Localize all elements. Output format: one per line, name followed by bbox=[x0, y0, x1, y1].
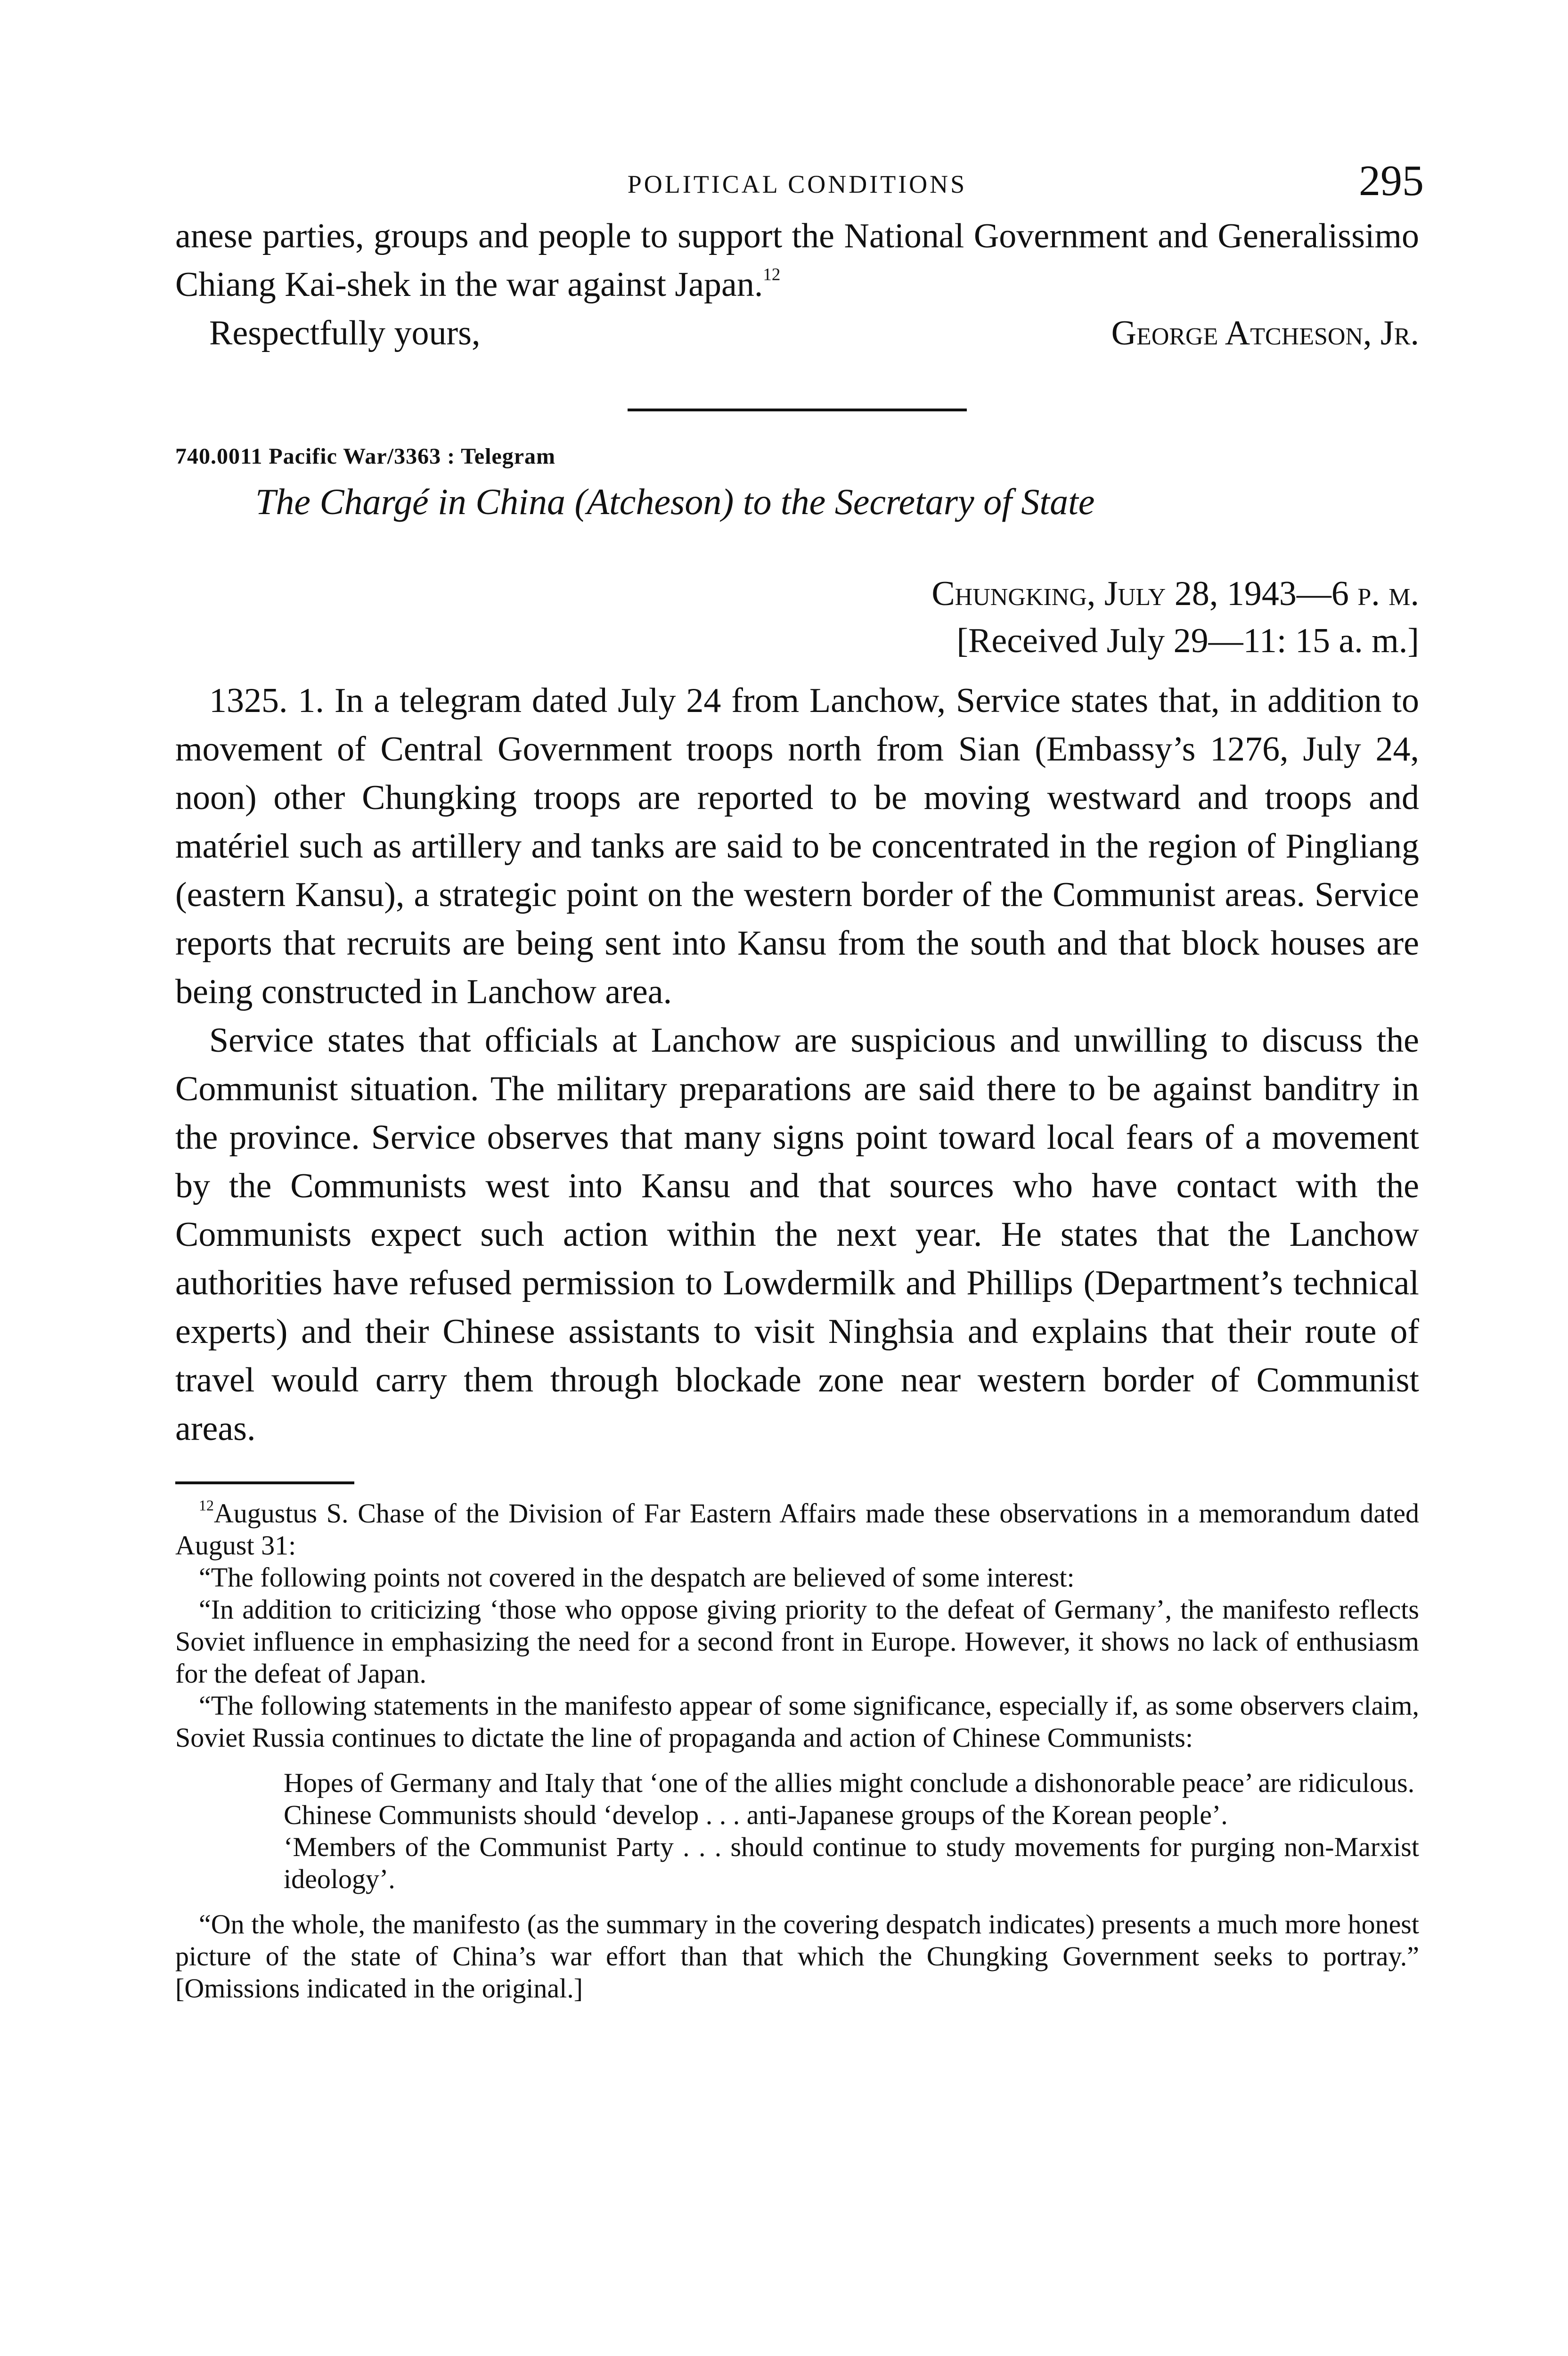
continued-paragraph bbox=[175, 212, 1419, 309]
telegram-paragraph: Service states that officials at Lanchow are suspicious and unwilling to discuss the Communist situation. The military preparations are said there to be against banditry in the province. Service observes that many signs point toward local fears of a movement by the Communists west into Kansu and that sources who have contact with the Communists expect such action within the next year. He states that the Lanchow authorities have refused permission to Lowdermilk and Phillips (Department’s technical experts) and their Chinese assistants to visit Ninghsia and explains that their route of travel would carry them through blockade zone near western border of Communist areas. bbox=[175, 1021, 1419, 1448]
telegram-body bbox=[175, 677, 1419, 1453]
document-page bbox=[175, 155, 1424, 2004]
footnotes bbox=[175, 1497, 1419, 2004]
file-reference: 740.0011 Pacific War/3363 : Telegram bbox=[175, 444, 556, 469]
footnote-number: 12 bbox=[199, 1497, 214, 1514]
running-header bbox=[175, 155, 1424, 212]
running-title: POLITICAL CONDITIONS bbox=[627, 170, 967, 198]
footnote-intro-text: Augustus S. Chase of the Division of Far Eastern Affairs made these observations in a memorandum dated August 31: bbox=[175, 1498, 1419, 1561]
footnote-quote: ‘Members of the Communist Party . . . should continue to study movements for purging non-Marxist ideology’. bbox=[284, 1832, 1419, 1894]
section-divider bbox=[628, 409, 967, 411]
received-note: [Received July 29—11: 15 a. m.] bbox=[956, 622, 1419, 660]
footnote-paragraph: “The following statements in the manifesto appear of some significance, especially if, as some observers claim, Soviet Russia continues to dictate the line of propaganda and action of Chinese Communists: bbox=[175, 1690, 1419, 1753]
letter-closing bbox=[175, 309, 1419, 358]
dateline bbox=[175, 570, 1419, 664]
place-date: Chungking, July 28, 1943—6 p. m. bbox=[931, 574, 1419, 613]
document-title: The Chargé in China (Atcheson) to the Secretary of State bbox=[255, 481, 1095, 522]
footnote-quote-block bbox=[175, 1767, 1419, 1895]
footnote-quote: Hopes of Germany and Italy that ‘one of the allies might conclude a dishonorable peace’ are ridiculous. bbox=[284, 1767, 1415, 1798]
telegram-paragraph: 1325. 1. In a telegram dated July 24 from Lanchow, Service states that, in addition to movement of Central Government troops north from Sian (Embassy’s 1276, July 24, noon) other Chungking troops are reported to be moving westward and troops and matériel such as artillery and tanks are said to be concentrated in the region of Pingliang (eastern Kansu), a strategic point on the western border of the Communist areas. Service reports that recruits are being sent into Kansu from the south and that block houses are being constructed in Lanchow area. bbox=[175, 681, 1419, 1011]
page-number: 295 bbox=[1359, 156, 1424, 205]
footnote-paragraph: “The following points not covered in the despatch are believed of some interest: bbox=[199, 1562, 1075, 1593]
salutation: Respectfully yours, bbox=[209, 314, 481, 352]
footnote-paragraph: “In addition to criticizing ‘those who oppose giving priority to the defeat of Germany’, the manifesto reflects Soviet influence in emphasizing the need for a second front in Europe. However, it shows no lack of enthusiasm for the defeat of Japan. bbox=[175, 1594, 1419, 1689]
signature: George Atcheson, Jr. bbox=[1111, 314, 1419, 352]
footnote-paragraph: “On the whole, the manifesto (as the summary in the covering despatch indicates) presents a much more honest picture of the state of China’s war effort than that which the Chungking Government seeks to portray.” [Omissions indicated in the original.] bbox=[175, 1909, 1419, 2004]
body-text bbox=[175, 212, 1419, 309]
footnote-reference: 12 bbox=[763, 265, 781, 285]
footnote-divider bbox=[175, 1481, 354, 1484]
footnote-intro bbox=[175, 1497, 1419, 1562]
continued-text: anese parties, groups and people to support the National Government and Generalissimo Chiang Kai-shek in the war against Japan. bbox=[175, 217, 1419, 304]
footnote-quote: Chinese Communists should ‘develop . . . anti-Japanese groups of the Korean people’. bbox=[284, 1800, 1228, 1830]
